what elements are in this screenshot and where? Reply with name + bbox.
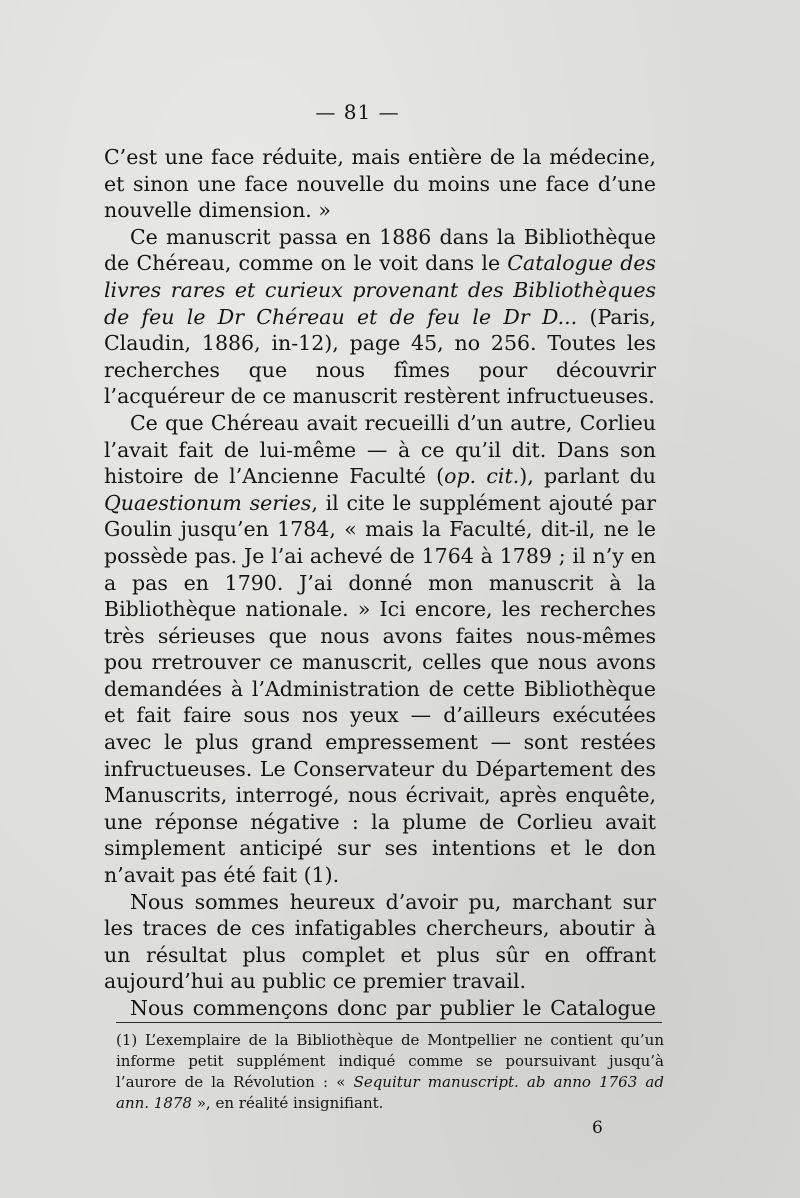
signature-mark: 6 xyxy=(592,1118,603,1138)
main-text xyxy=(104,144,656,1022)
op-cit: op. cit. xyxy=(444,464,520,489)
paragraph-3 xyxy=(104,410,656,889)
footnote-text-a: (1) L’exemplaire de la Bibliothèque de Montpellier ne contient qu’un informe petit supplément indiqué comme se poursuivant jusqu’à l’aurore de la Révolution : « xyxy=(116,1031,664,1091)
footnote-text-b: », en réalité insignifiant. xyxy=(191,1094,384,1112)
paragraph-3-text-c: , il cite le supplément ajouté par Goulin jusqu’en 1784, « mais la Faculté, dit-il, ne le possède pas. Je l’ai achevé de 1764 à 1789 ; il n’y en a pas en 1790. J’ai donné mon manuscrit à la Bibliothèque nationale. » Ici encore, les recherches très sérieuses que nous avons faites nous-mêmes pou rretrouver ce manuscrit, celles que nous avons demandées à l’Administration de cette Bibliothèque et fait faire sous nos yeux — d’ailleurs exécutées avec le plus grand empressement — sont restées infructueuses. Le Conservateur du Département des Manuscrits, interrogé, nous écrivait, après enquête, une réponse négative : la plume de Corlieu avait simplement anticipé sur ses intentions et le don n’avait pas été fait (1). xyxy=(104,490,656,888)
footnote-1 xyxy=(116,1030,664,1114)
paragraph-3-text-a: Ce que Chéreau avait recueilli d’un autre, Corlieu l’avait fait de lui-même — à ce qu’il dit. Dans son histoire de l’Ancienne Faculté ( xyxy=(104,410,656,489)
footnote-quote: Sequitur manuscript. ab anno 1763 ad ann. 1878 xyxy=(116,1073,664,1112)
page-number: — 81 — xyxy=(315,100,400,124)
footnote xyxy=(116,1030,664,1114)
paragraph-2-text-b: (Paris, Claudin, 1886, in-12), page 45, no 256. Toutes les recherches que nous fîmes pour découvrir l’acquéreur de ce manuscrit restèrent infructueuses. xyxy=(104,304,656,409)
paragraph-4-text: Nous sommes heureux d’avoir pu, marchant sur les traces de ces infatigables chercheurs, aboutir à un résultat plus complet et plus sûr en offrant aujourd’hui au public ce premier travail. xyxy=(104,889,656,994)
quaestionum-title: Quaestionum series xyxy=(104,490,312,515)
paragraph-3-text-b: ), parlant du xyxy=(519,464,656,489)
paragraph-1-text: C’est une face réduite, mais entière de la médecine, et sinon une face nouvelle du moins une face d’une nouvelle dimension. » xyxy=(104,145,656,223)
paragraph-1 xyxy=(104,144,656,224)
catalogue-title: Catalogue des livres rares et curieux provenant des Bibliothèques de feu le Dr Chéreau et de feu le Dr D... xyxy=(104,251,656,329)
paragraph-4 xyxy=(104,889,656,995)
paragraph-2-text-a: Ce manuscrit passa en 1886 dans la Bibliothèque de Chéreau, comme on le voit dans le xyxy=(104,224,656,276)
paragraph-5-text: Nous commençons donc par publier le Catalogue xyxy=(130,996,656,1020)
paragraph-2 xyxy=(104,224,656,410)
paragraph-5 xyxy=(104,995,656,1022)
footnote-divider xyxy=(116,1022,662,1023)
